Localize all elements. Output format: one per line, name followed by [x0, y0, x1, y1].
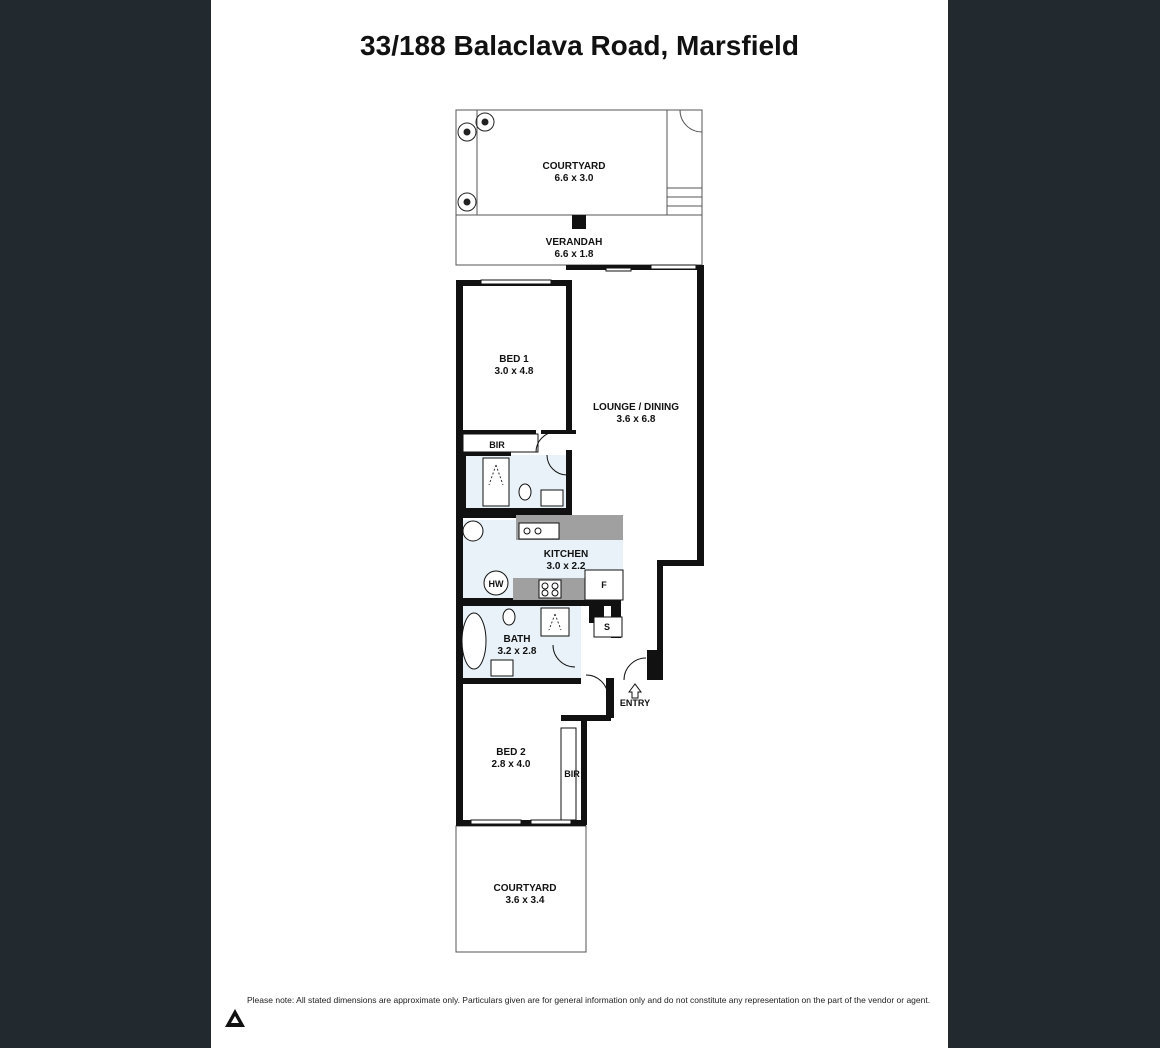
plant-icon [458, 113, 494, 211]
steps [667, 188, 702, 215]
cooktop-icon [539, 580, 561, 598]
courtyard-bottom-name: COURTYARD [493, 883, 557, 894]
floorplan-drawing [211, 0, 948, 1048]
floorplan-sheet [211, 0, 948, 1048]
bed1-name: BED 1 [499, 354, 529, 365]
toilet-icon [519, 484, 531, 500]
lounge-name: LOUNGE / DINING [592, 402, 680, 413]
bed2-name: BED 2 [496, 747, 526, 758]
sink-icon [519, 523, 559, 539]
bath-dims: 3.2 x 2.8 [497, 646, 537, 657]
gate-icon [680, 110, 702, 132]
company-logo-icon [224, 1008, 246, 1028]
courtyard-bottom-dims: 3.6 x 3.4 [505, 895, 545, 906]
fridge-label: F [601, 580, 607, 590]
bir1-label: BIR [489, 440, 505, 450]
basin-icon [541, 490, 563, 506]
entry-label: ENTRY [619, 698, 651, 708]
bir2-label: BIR [564, 769, 580, 779]
kitchen-name: KITCHEN [543, 549, 589, 560]
bed2-dims: 2.8 x 4.0 [491, 759, 531, 770]
lounge-dims: 3.6 x 6.8 [616, 414, 656, 425]
disclaimer-text: Please note: All stated dimensions are approximate only. Particulars given are for general information only and do not constitute any representation on the part of the vendor or agent. [247, 995, 931, 1005]
kitchen-dims: 3.0 x 2.2 [546, 561, 586, 572]
washing-machine-icon [463, 521, 483, 541]
verandah-post [572, 215, 586, 229]
verandah-name: VERANDAH [545, 237, 603, 248]
courtyard-top-dims: 6.6 x 3.0 [554, 173, 594, 184]
verandah-dims: 6.6 x 1.8 [554, 249, 594, 260]
hw-label: HW [488, 579, 504, 589]
bathtub-icon [462, 613, 486, 669]
bath-name: BATH [503, 634, 531, 645]
storage-label: S [603, 622, 611, 632]
page-title: 33/188 Balaclava Road, Marsfield [360, 30, 799, 61]
bed1-dims: 3.0 x 4.8 [494, 366, 534, 377]
courtyard-top-name: COURTYARD [542, 161, 606, 172]
entry-arrow-icon [629, 684, 641, 698]
